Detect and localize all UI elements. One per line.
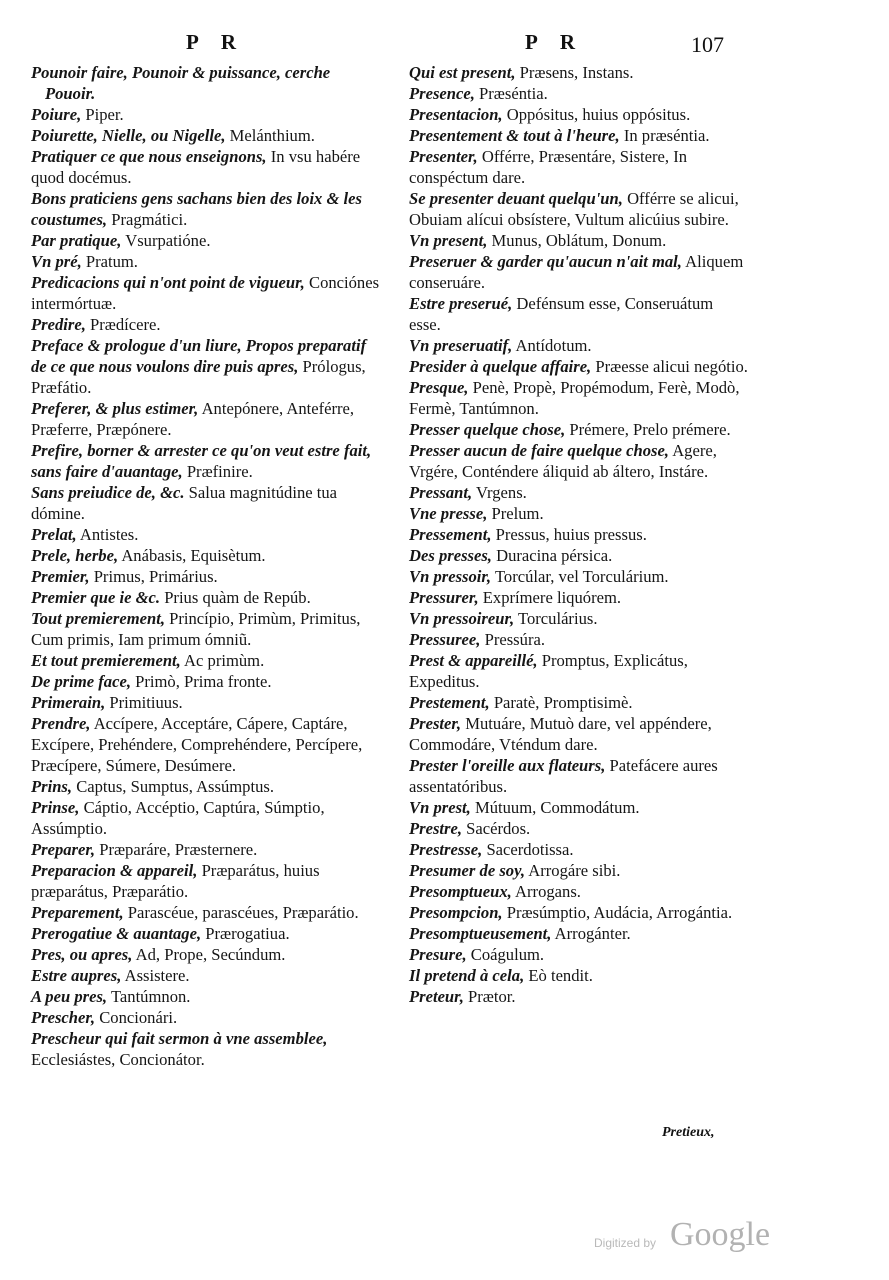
dictionary-entry: [31, 713, 383, 776]
french-headword: Prins,: [31, 777, 73, 796]
dictionary-entry: [31, 608, 383, 650]
dictionary-entry: [409, 146, 749, 188]
latin-translation: Sacérdos.: [466, 819, 531, 838]
french-headword: Prinse,: [31, 798, 80, 817]
latin-translation: Vrgens.: [476, 483, 527, 502]
latin-translation: Mutuáre, Mutuò dare, vel appéndere, Commodáre, Vténdum dare.: [409, 714, 712, 754]
latin-translation: Præparátus, huius præparátus, Præparátio.: [31, 861, 320, 901]
french-headword: Presomptueusement,: [409, 924, 552, 943]
latin-translation: Parascéue, parascéues, Præparátio.: [127, 903, 359, 922]
french-headword: Sans preiudice de, &c.: [31, 483, 185, 502]
french-headword: Pressement,: [409, 525, 492, 544]
latin-translation: Cáptio, Accéptio, Captúra, Súmptio, Assúmptio.: [31, 798, 325, 838]
french-headword: Pressant,: [409, 483, 473, 502]
french-headword: Estre aupres,: [31, 966, 122, 985]
french-headword: Preface & prologue d'un liure, Propos preparatif de ce que nous voulons dire puis apres,: [31, 336, 367, 376]
french-headword: Prescheur qui fait sermon à vne assemblee,: [31, 1029, 328, 1048]
latin-translation: Prólogus, Præfátio.: [31, 357, 366, 397]
french-headword: Presenter,: [409, 147, 478, 166]
dictionary-entry: [31, 566, 383, 587]
french-headword: Presque,: [409, 378, 469, 397]
dictionary-entry: [409, 188, 749, 230]
dictionary-entry: [31, 482, 383, 524]
french-headword: Vn prest,: [409, 798, 471, 817]
dictionary-entry: [409, 692, 749, 713]
dictionary-entry: [409, 818, 749, 839]
french-headword: Tout premierement,: [31, 609, 165, 628]
dictionary-entry: [31, 146, 383, 188]
latin-translation: Torculárius.: [518, 609, 598, 628]
latin-translation: Præséntia.: [479, 84, 548, 103]
dictionary-entry: [31, 860, 383, 902]
dictionary-entry: [409, 335, 749, 356]
latin-translation: Præfinire.: [186, 462, 253, 481]
french-headword: Prestresse,: [409, 840, 483, 859]
latin-translation: Salua magnitúdine tua dómine.: [31, 483, 338, 523]
dictionary-entry: [31, 230, 383, 251]
latin-translation: Assistere.: [124, 966, 190, 985]
latin-translation: Agere, Vrgére, Conténdere áliquid ab áltero, Instáre.: [409, 441, 717, 481]
latin-translation: Ad, Prope, Secúndum.: [135, 945, 286, 964]
dictionary-entry: [409, 230, 749, 251]
latin-translation: Accípere, Acceptáre, Cápere, Captáre, Excípere, Prehéndere, Comprehéndere, Percípere, Præcípere, Súmere, Desúmere.: [31, 714, 363, 775]
dictionary-entry: [409, 965, 749, 986]
latin-translation: Tantúmnon.: [110, 987, 191, 1006]
french-headword: Presumer de soy,: [409, 861, 525, 880]
entry-continuation: Pouoir.: [45, 84, 96, 103]
french-headword: Predire,: [31, 315, 86, 334]
french-headword: Prester l'oreille aux flateurs,: [409, 756, 606, 775]
dictionary-entry: [409, 566, 749, 587]
dictionary-entry: [409, 251, 749, 293]
french-headword: Presider à quelque affaire,: [409, 357, 592, 376]
latin-translation: Coágulum.: [470, 945, 545, 964]
french-headword: Premier,: [31, 567, 90, 586]
dictionary-entry: [31, 587, 383, 608]
dictionary-entry: [409, 356, 749, 377]
dictionary-entry: [31, 923, 383, 944]
french-headword: Se presenter deuant quelqu'un,: [409, 189, 623, 208]
latin-translation: Arrogánter.: [554, 924, 631, 943]
latin-translation: Pressúra.: [484, 630, 545, 649]
french-headword: Presentement & tout à l'heure,: [409, 126, 620, 145]
dictionary-entry: [31, 104, 383, 125]
latin-translation: Melánthium.: [229, 126, 315, 145]
french-headword: Prescher,: [31, 1008, 96, 1027]
dictionary-entry: [409, 545, 749, 566]
dictionary-entry: [31, 1007, 383, 1028]
dictionary-entry: [409, 923, 749, 944]
french-headword: Preparement,: [31, 903, 124, 922]
dictionary-entry: [31, 524, 383, 545]
french-headword: Preseruer & garder qu'aucun n'ait mal,: [409, 252, 682, 271]
french-headword: Prelat,: [31, 525, 77, 544]
latin-translation: Paratè, Promptisimè.: [493, 693, 633, 712]
dictionary-entry: [409, 125, 749, 146]
latin-translation: Sacerdotissa.: [486, 840, 574, 859]
french-headword: Vn pressoir,: [409, 567, 492, 586]
dictionary-entry: [31, 650, 383, 671]
latin-translation: Antídotum.: [515, 336, 592, 355]
dictionary-entry: [409, 524, 749, 545]
dictionary-entry: [409, 62, 749, 83]
dictionary-entry: [31, 776, 383, 797]
french-headword: Preparer,: [31, 840, 96, 859]
dictionary-entry: [409, 503, 749, 524]
latin-translation: Promptus, Explicátus, Expeditus.: [409, 651, 688, 691]
dictionary-entry: [409, 986, 749, 1007]
latin-translation: Duracina pérsica.: [496, 546, 613, 565]
dictionary-entry: [409, 377, 749, 419]
page-number: 107: [691, 32, 724, 57]
french-headword: Prest & appareillé,: [409, 651, 538, 670]
catchword: Pretieux,: [662, 1125, 715, 1140]
latin-translation: Præesse alicui negótio.: [595, 357, 748, 376]
dictionary-entry: [31, 797, 383, 839]
latin-translation: Defénsum esse, Conseruátum esse.: [409, 294, 714, 334]
dictionary-entry: [409, 650, 749, 692]
dictionary-entry: [31, 692, 383, 713]
latin-translation: Ac primùm.: [184, 651, 265, 670]
latin-translation: Ecclesiástes, Concionátor.: [31, 1050, 205, 1069]
french-headword: Prestre,: [409, 819, 462, 838]
dictionary-entry: [31, 251, 383, 272]
french-headword: Par pratique,: [31, 231, 122, 250]
dictionary-entry: [31, 188, 383, 230]
french-headword: Pratiquer ce que nous enseignons,: [31, 147, 267, 166]
latin-translation: Antistes.: [79, 525, 139, 544]
french-headword: De prime face,: [31, 672, 131, 691]
french-headword: A peu pres,: [31, 987, 108, 1006]
latin-translation: Vsurpatióne.: [125, 231, 211, 250]
latin-translation: In vsu habére quod docémus.: [31, 147, 361, 187]
latin-translation: Prætor.: [468, 987, 516, 1006]
french-headword: Pressurer,: [409, 588, 479, 607]
latin-translation: Primò, Prima fronte.: [135, 672, 272, 691]
dictionary-entry: [409, 587, 749, 608]
dictionary-entry: [409, 797, 749, 818]
latin-translation: Primus, Primárius.: [93, 567, 218, 586]
latin-translation: Prémere, Prelo prémere.: [569, 420, 731, 439]
dictionary-entry: [409, 839, 749, 860]
dictionary-entry: [409, 104, 749, 125]
dictionary-entry: [409, 293, 749, 335]
dictionary-entry: [409, 860, 749, 881]
french-headword: Presentacion,: [409, 105, 503, 124]
latin-translation: Eò tendit.: [528, 966, 593, 985]
latin-translation: Pratum.: [85, 252, 138, 271]
dictionary-entry: [31, 944, 383, 965]
latin-translation: Oppósitus, huius oppósitus.: [506, 105, 691, 124]
dictionary-entry: [31, 902, 383, 923]
dictionary-entry: [31, 1028, 383, 1070]
dictionary-entry: [31, 62, 383, 104]
latin-translation: Præsens, Instans.: [519, 63, 634, 82]
french-headword: Presompcion,: [409, 903, 503, 922]
latin-translation: Princípio, Primùm, Primitus, Cum primis, Iam primum ómniũ.: [31, 609, 361, 649]
latin-translation: Piper.: [85, 105, 124, 124]
dictionary-entry: [31, 398, 383, 440]
latin-translation: Offérre, Præsentáre, Sistere, In conspéctum dare.: [409, 147, 688, 187]
latin-translation: Concionári.: [99, 1008, 178, 1027]
french-headword: Presence,: [409, 84, 475, 103]
french-headword: Poiure,: [31, 105, 82, 124]
running-header-right: P R: [525, 30, 585, 54]
latin-translation: Antepónere, Anteférre, Præferre, Præpónere.: [31, 399, 355, 439]
dictionary-entry: [409, 713, 749, 755]
dictionary-entry: [31, 545, 383, 566]
french-headword: Premier que ie &c.: [31, 588, 161, 607]
latin-translation: Prærogatiua.: [205, 924, 290, 943]
latin-translation: Arrogáre sibi.: [528, 861, 621, 880]
right-column: [409, 62, 749, 1007]
left-column: [31, 62, 383, 1070]
french-headword: Pressuree,: [409, 630, 481, 649]
running-header-left: P R: [186, 30, 246, 54]
dictionary-entry: [31, 839, 383, 860]
dictionary-entry: [31, 272, 383, 314]
french-headword: Vn present,: [409, 231, 488, 250]
google-watermark: Google: [670, 1216, 771, 1253]
french-headword: Preparacion & appareil,: [31, 861, 198, 880]
french-headword: Primerain,: [31, 693, 106, 712]
dictionary-entry: [409, 482, 749, 503]
french-headword: Presomptueux,: [409, 882, 512, 901]
latin-translation: Præparáre, Præsternere.: [99, 840, 258, 859]
french-headword: Prestement,: [409, 693, 490, 712]
dictionary-entry: [31, 125, 383, 146]
dictionary-entry: [409, 755, 749, 797]
dictionary-entry: [31, 671, 383, 692]
french-headword: Presser quelque chose,: [409, 420, 566, 439]
french-headword: Pres, ou apres,: [31, 945, 133, 964]
french-headword: Des presses,: [409, 546, 492, 565]
french-headword: Poiurette, Nielle, ou Nigelle,: [31, 126, 226, 145]
latin-translation: Primitiuus.: [109, 693, 183, 712]
dictionary-entry: [409, 629, 749, 650]
dictionary-entry: [31, 965, 383, 986]
french-headword: Prester,: [409, 714, 462, 733]
latin-translation: Pressus, huius pressus.: [495, 525, 647, 544]
latin-translation: Patefácere aures assentatóribus.: [409, 756, 718, 796]
french-headword: Presser aucun de faire quelque chose,: [409, 441, 669, 460]
french-headword: Prefire, borner & arrester ce qu'on veut estre fait, sans faire d'auantage,: [31, 441, 372, 481]
french-headword: Prendre,: [31, 714, 91, 733]
latin-translation: Offérre se alicui, Obuiam alícui obsístere, Vultum alicúius subire.: [409, 189, 739, 229]
french-headword: Qui est present,: [409, 63, 516, 82]
french-headword: Predicacions qui n'ont point de vigueur,: [31, 273, 305, 292]
french-headword: Prerogatiue & auantage,: [31, 924, 202, 943]
french-headword: Prele, herbe,: [31, 546, 119, 565]
dictionary-entry: [409, 440, 749, 482]
latin-translation: Penè, Propè, Propémodum, Ferè, Modò, Fermè, Tantúmnon.: [409, 378, 740, 418]
latin-translation: Aliquem conseruáre.: [409, 252, 744, 292]
french-headword: Il pretend à cela,: [409, 966, 525, 985]
latin-translation: Mútuum, Commodátum.: [474, 798, 640, 817]
dictionary-entry: [409, 944, 749, 965]
dictionary-entry: [31, 986, 383, 1007]
dictionary-entry: [409, 83, 749, 104]
dictionary-entry: [31, 440, 383, 482]
latin-translation: Exprímere liquórem.: [482, 588, 622, 607]
dictionary-entry: [409, 881, 749, 902]
dictionary-entry: [31, 314, 383, 335]
french-headword: Et tout premierement,: [31, 651, 181, 670]
french-headword: Vn pré,: [31, 252, 82, 271]
latin-translation: Arrogans.: [515, 882, 581, 901]
latin-translation: Prelum.: [491, 504, 544, 523]
french-headword: Presure,: [409, 945, 467, 964]
french-headword: Preferer, & plus estimer,: [31, 399, 199, 418]
french-headword: Estre preserué,: [409, 294, 513, 313]
dictionary-entry: [409, 419, 749, 440]
latin-translation: Prius quàm de Repúb.: [164, 588, 311, 607]
latin-translation: Torcúlar, vel Torculárium.: [494, 567, 669, 586]
dictionary-entry: [409, 608, 749, 629]
french-headword: Vne presse,: [409, 504, 488, 523]
latin-translation: Anábasis, Equisètum.: [121, 546, 266, 565]
dictionary-entry: [409, 902, 749, 923]
latin-translation: Præsúmptio, Audácia, Arrogántia.: [506, 903, 733, 922]
french-headword: Vn preseruatif,: [409, 336, 513, 355]
latin-translation: Pragmátici.: [111, 210, 188, 229]
french-headword: Bons praticiens gens sachans bien des loix & les coustumes,: [31, 189, 362, 229]
digitized-by-label: Digitized by: [594, 1236, 657, 1250]
latin-translation: Prædícere.: [90, 315, 161, 334]
latin-translation: In præséntia.: [623, 126, 710, 145]
french-headword: Preteur,: [409, 987, 464, 1006]
french-headword: Pounoir faire, Pounoir & puissance, cerche: [31, 63, 331, 82]
latin-translation: Captus, Sumptus, Assúmptus.: [76, 777, 274, 796]
dictionary-entry: [31, 335, 383, 398]
latin-translation: Conciónes intermórtuæ.: [31, 273, 380, 313]
french-headword: Vn pressoireur,: [409, 609, 515, 628]
latin-translation: Munus, Oblátum, Donum.: [491, 231, 667, 250]
